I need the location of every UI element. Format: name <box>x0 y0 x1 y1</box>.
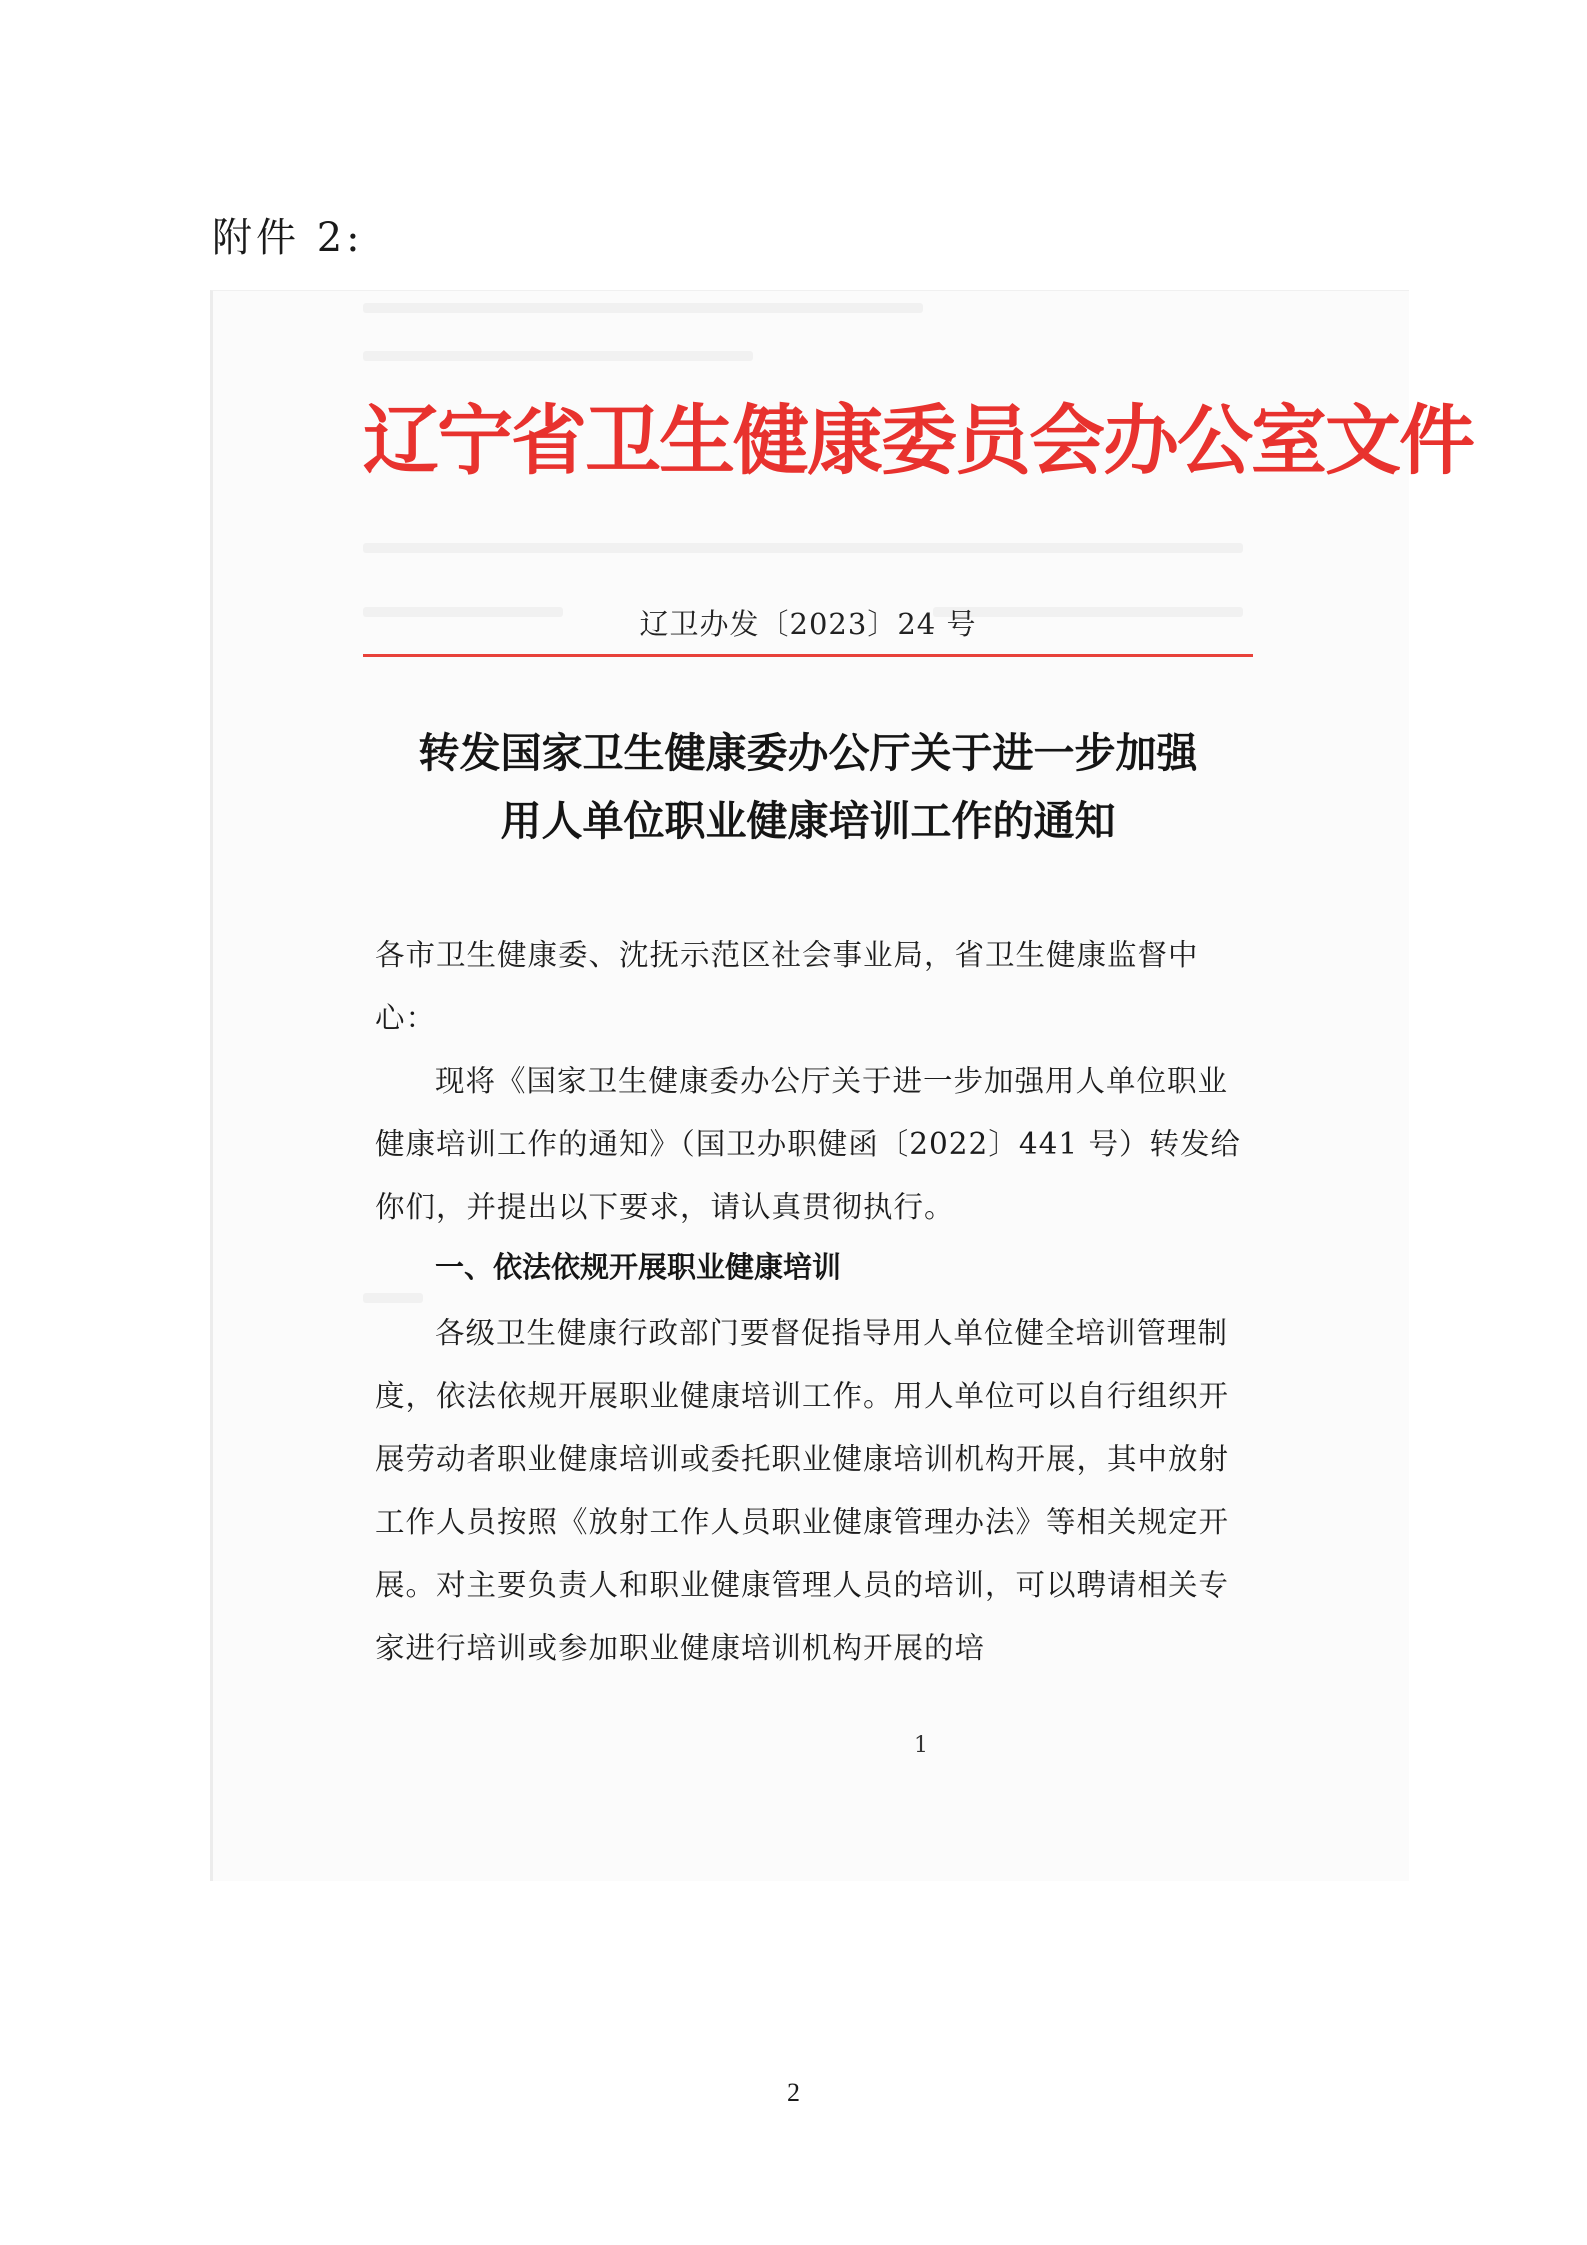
title-line-2: 用人单位职业健康培训工作的通知 <box>500 797 1116 845</box>
document-number: 辽卫办发〔2023〕24 号 <box>639 607 977 641</box>
addressee: 各市卫生健康委、沈抚示范区社会事业局，省卫生健康监督中心： <box>375 938 1199 1035</box>
header-divider <box>363 654 1253 657</box>
bleed-through-line <box>363 543 1243 553</box>
document-title <box>363 719 1253 855</box>
attachment-label: 附件 2: <box>212 215 364 261</box>
scanned-document <box>210 290 1473 1881</box>
paragraph-forwarding: 现将《国家卫生健康委办公厅关于进一步加强用人单位职业健康培训工作的通知》（国卫办职健函〔2022〕441 号）转发给你们，并提出以下要求，请认真贯彻执行。 <box>375 1064 1242 1224</box>
page-number: 2 <box>787 2078 800 2107</box>
bleed-through-line <box>363 351 753 361</box>
section-heading: 一、依法依规开展职业健康培训 <box>435 1250 842 1284</box>
title-line-1: 转发国家卫生健康委办公厅关于进一步加强 <box>418 729 1198 777</box>
document-header: 辽宁省卫生健康委员会办公室文件 <box>363 396 1473 485</box>
bleed-through-line <box>363 303 923 313</box>
scan-page-number: 1 <box>914 1733 928 1758</box>
paragraph-training: 各级卫生健康行政部门要督促指导用人单位健全培训管理制度，依法依规开展职业健康培训工作。用人单位可以自行组织开展劳动者职业健康培训或委托职业健康培训机构开展，其中放射工作人员按照《放射工作人员职业健康管理办法》等相关规定开展。对主要负责人和职业健康管理人员的培训，可以聘请相关专家进行培训或参加职业健康培训机构开展的培 <box>375 1316 1230 1665</box>
